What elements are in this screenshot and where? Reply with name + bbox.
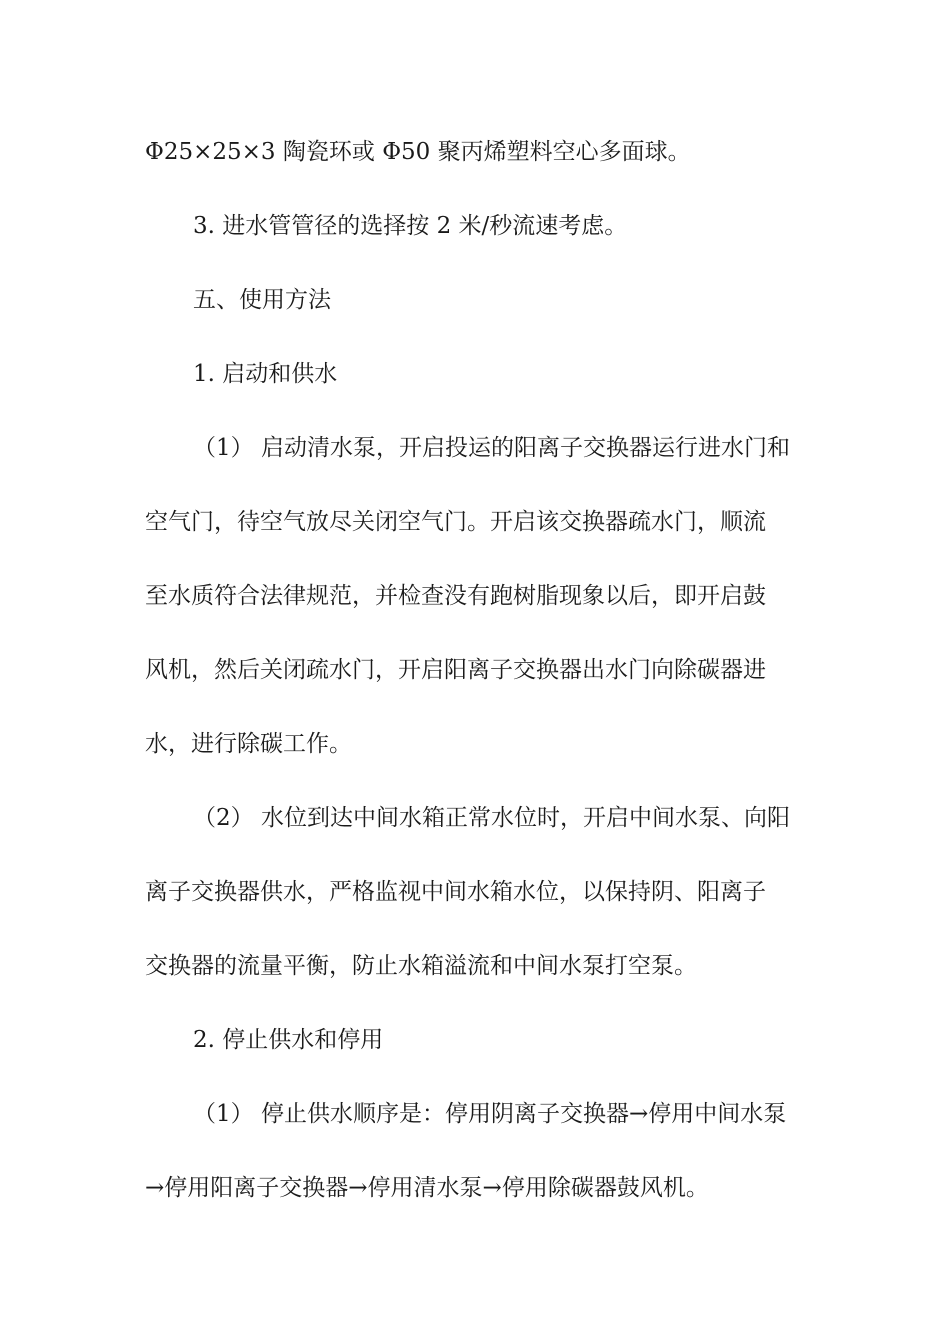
paragraph-line-stop-1: （1） 停止供水顺序是：停用阴离子交换器→停用中间水泵	[193, 1101, 787, 1127]
paragraph-line-water-level-3: 交换器的流量平衡，防止水箱溢流和中间水泵打空泵。	[145, 953, 697, 979]
paragraph-line-inlet-pipe: 3. 进水管管径的选择按 2 米/秒流速考虑。	[193, 213, 628, 239]
subheading-startup: 1. 启动和供水	[193, 361, 338, 387]
paragraph-line-startup-5: 水，进行除碳工作。	[145, 731, 352, 757]
section-heading-usage: 五、使用方法	[193, 287, 331, 313]
paragraph-line-startup-4: 风机，然后关闭疏水门，开启阳离子交换器出水门向除碳器进	[145, 657, 766, 683]
paragraph-line-stop-2: →停用阳离子交换器→停用清水泵→停用除碳器鼓风机。	[145, 1175, 709, 1201]
paragraph-line-water-level-2: 离子交换器供水，严格监视中间水箱水位，以保持阴、阳离子	[145, 879, 766, 905]
paragraph-line-startup-2: 空气门，待空气放尽关闭空气门。开启该交换器疏水门，顺流	[145, 509, 766, 535]
paragraph-line-packing-material: Φ25×25×3 陶瓷环或 Φ50 聚丙烯塑料空心多面球。	[145, 139, 691, 165]
paragraph-line-startup-1: （1） 启动清水泵，开启投运的阳离子交换器运行进水门和	[193, 435, 790, 461]
paragraph-line-startup-3: 至水质符合法律规范，并检查没有跑树脂现象以后，即开启鼓	[145, 583, 766, 609]
subheading-stop: 2. 停止供水和停用	[193, 1027, 384, 1053]
paragraph-line-water-level-1: （2） 水位到达中间水箱正常水位时，开启中间水泵、向阳	[193, 805, 790, 831]
